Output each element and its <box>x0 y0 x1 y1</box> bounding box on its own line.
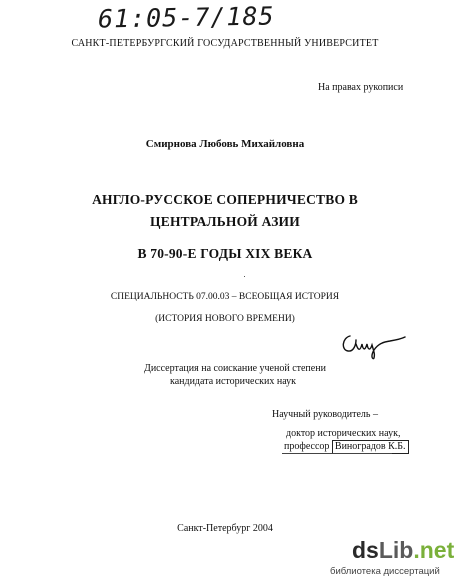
university-name: САНКТ-ПЕТЕРБУРГСКИЙ ГОСУДАРСТВЕННЫЙ УНИВЕРСИТЕТ <box>71 38 379 49</box>
manuscript-note: На правах рукописи <box>318 82 404 93</box>
dslib-watermark <box>330 537 454 581</box>
underline-mark <box>282 453 392 454</box>
stray-dot <box>244 276 245 277</box>
handwritten-signature <box>338 330 406 360</box>
title-line-1: АНГЛО-РУССКОЕ СОПЕРНИЧЕСТВО В <box>92 192 358 207</box>
title-line-3: В 70-90-Е ГОДЫ XIX ВЕКА <box>137 246 313 261</box>
author-name: Смирнова Любовь Михайловна <box>145 138 305 150</box>
dslib-logo: dsLib.net <box>352 537 454 563</box>
dissertation-purpose-line-1: Диссертация на соискание ученой степени <box>144 363 326 374</box>
handwritten-catalog-code: 61:05-7/185 <box>97 1 275 34</box>
supervisor-name: Виноградов К.Б. <box>332 440 409 454</box>
title-line-2: ЦЕНТРАЛЬНОЙ АЗИИ <box>150 214 300 229</box>
supervisor-degree: доктор исторических наук, <box>286 428 401 439</box>
dslib-subtitle: библиотека диссертаций <box>330 566 440 577</box>
supervisor-row <box>284 440 409 454</box>
dissertation-purpose-line-2: кандидата исторических наук <box>170 376 297 387</box>
supervisor-label: Научный руководитель – <box>272 409 378 420</box>
city-and-year: Санкт-Петербург 2004 <box>177 523 273 534</box>
specialty: СПЕЦИАЛЬНОСТЬ 07.00.03 – ВСЕОБЩАЯ ИСТОРИЯ <box>110 292 340 302</box>
supervisor-title: профессор <box>284 441 330 452</box>
specialty-subtitle: (ИСТОРИЯ НОВОГО ВРЕМЕНИ) <box>155 314 295 324</box>
